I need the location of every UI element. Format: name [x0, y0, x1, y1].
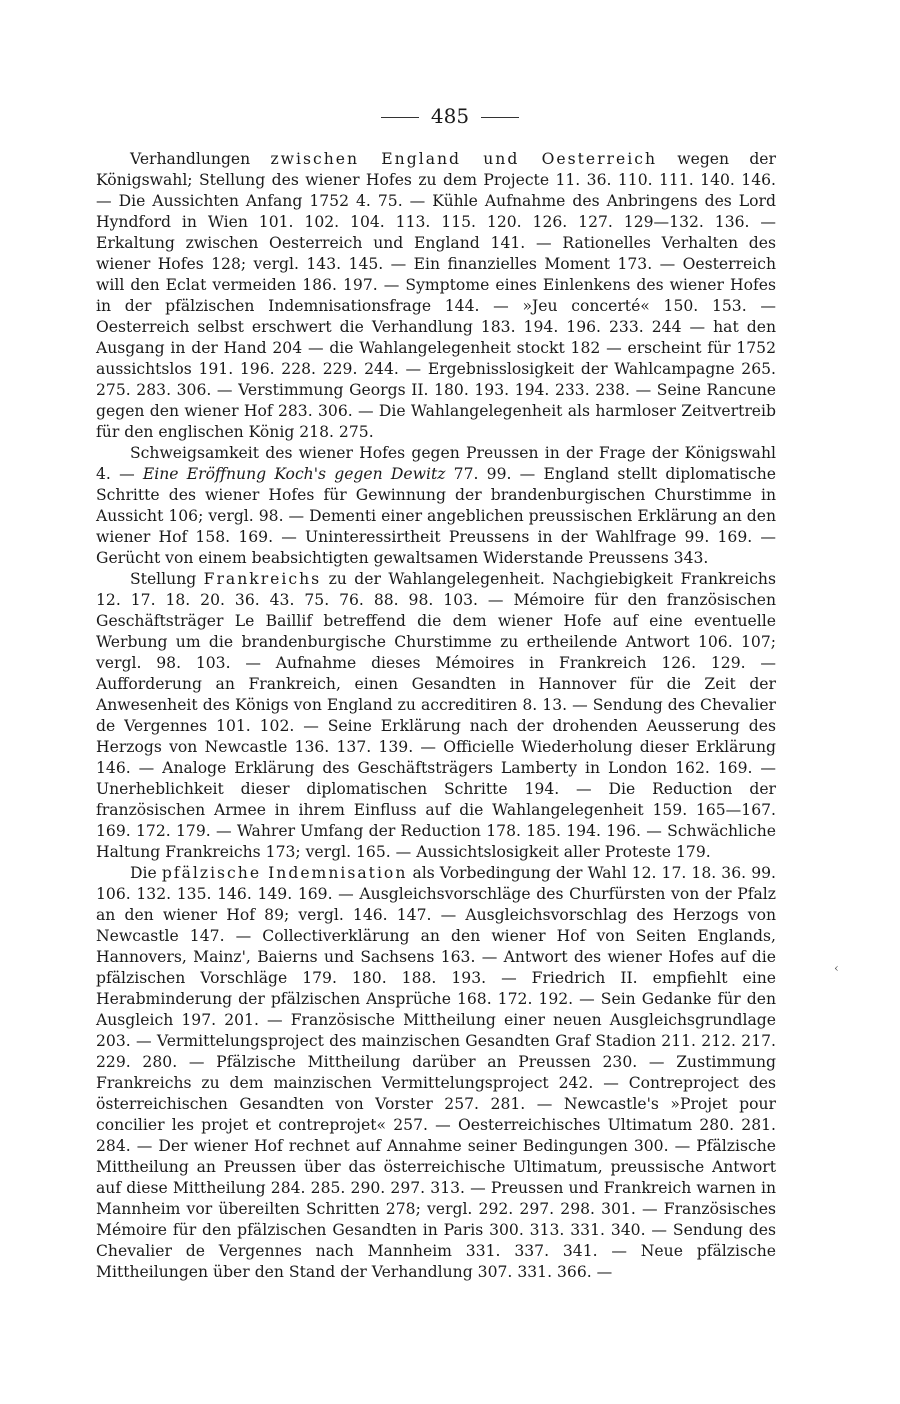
entry-body: 77. 99. — England stellt diplomatische Schritte des wiener Hofes für Gewinnung der brandenburgischen Churstimme in Aussicht 106; vergl. 98. — Dementi einer angeblichen preussischen Erklärung an den wiener Hof 158. 169. — Uninteressirtheit Preussens in der Wahlfrage 99. 169. — Gerücht von einem beabsichtigten gewaltsamen Widerstande Preussens 343. [96, 465, 776, 567]
header-rule-left [381, 117, 419, 118]
index-entry-pfaelzische-indemnisation [96, 863, 776, 1283]
entry-lead: Schweigsamkeit des wiener Hofes gegen Preussen in der Frage der Königswahl 4. — [96, 444, 776, 483]
entry-keyword: Frankreichs [203, 570, 322, 588]
index-text [96, 149, 776, 1283]
header-rule-right [481, 117, 519, 118]
entry-body: zu der Wahlangelegenheit. Nachgiebigkeit Frankreichs 12. 17. 18. 20. 36. 43. 75. 76. 88. 98. 103. — Mémoire für den französischen Geschäftsträger Le Baillif betreffend die dem wiener Hofe auf eine eventuelle Werbung um die brandenburgische Churstimme zu ertheilende Antwort 106. 107; vergl. 98. 103. — Aufnahme dieses Mémoires in Frankreich 126. 129. — Aufforderung an Frankreich, einen Gesandten in Hannover für die Zeit der Anwesenheit des Königs von England zu accreditiren 8. 13. — Sendung des Chevalier de Vergennes 101. 102. — Seine Erklärung nach der drohenden Aeusserung des Herzogs von Newcastle 136. 137. 139. — Officielle Wiederholung dieser Erklärung 146. — Analoge Erklärung des Geschäftsträgers Lamberty in London 162. 169. — Unerheblichkeit dieser diplomatischen Schritte 194. — Die Reduction der französischen Armee in ihrem Einfluss auf die Wahlangelegenheit 159. 165—167. 169. 172. 179. — Wahrer Umfang der Reduction 178. 185. 194. 196. — Schwächliche Haltung Frankreichs 173; vergl. 165. — Aussichtslosigkeit aller Proteste 179. [96, 570, 776, 861]
index-entry-preussen [96, 443, 776, 569]
entry-lead: Verhandlungen [130, 150, 271, 168]
entry-italic: Eine Eröffnung Koch's gegen Dewitz [142, 465, 446, 483]
entry-keyword: zwischen England und Oesterreich [270, 150, 657, 168]
index-entry-england-oesterreich [96, 149, 776, 443]
page-number: 485 [430, 104, 470, 128]
margin-mark: ‹ [834, 961, 839, 975]
entry-lead: Die [130, 864, 162, 882]
entry-keyword: pfälzische Indemnisation [161, 864, 408, 882]
entry-body: wegen der Königswahl; Stellung des wiener Hofes zu dem Projecte 11. 36. 110. 111. 140. 146. — Die Aussichten Anfang 1752 4. 75. — Kühle Aufnahme des Anbringens des Lord Hyndford in Wien 101. 102. 104. 113. 115. 120. 126. 127. 129—132. 136. — Erkaltung zwischen Oesterreich und England 141. — Rationelles Verhalten des wiener Hofes 128; vergl. 143. 145. — Ein finanzielles Moment 173. — Oesterreich will den Eclat vermeiden 186. 197. — Symptome eines Einlenkens des wiener Hofes in der pfälzischen Indemnisationsfrage 144. — »Jeu concerté« 150. 153. — Oesterreich selbst erschwert die Verhandlung 183. 194. 196. 233. 244 — hat den Ausgang in der Hand 204 — die Wahlangelegenheit stockt 182 — erscheint für 1752 aussichtslos 191. 196. 228. 229. 244. — Ergebnisslosigkeit der Wahlcampagne 265. 275. 283. 306. — Verstimmung Georgs II. 180. 193. 194. 233. 238. — Seine Rancune gegen den wiener Hof 283. 306. — Die Wahlangelegenheit als harmloser Zeitvertreib für den englischen König 218. 275. [96, 150, 776, 441]
entry-body: als Vorbedingung der Wahl 12. 17. 18. 36. 99. 106. 132. 135. 146. 149. 169. — Ausgleichsvorschläge des Churfürsten von der Pfalz an den wiener Hof 89; vergl. 146. 147. — Ausgleichsvorschlag des Herzogs von Newcastle 147. — Collectiverklärung an den wiener Hof von Seiten Englands, Hannovers, Mainz', Baierns und Sachsens 163. — Antwort des wiener Hofes auf die pfälzischen Vorschläge 179. 180. 188. 193. — Friedrich II. empfiehlt eine Herabminderung der pfälzischen Ansprüche 168. 172. 192. — Sein Gedanke für den Ausgleich 197. 201. — Französische Mittheilung einer neuen Ausgleichsgrundlage 203. — Vermittelungsproject des mainzischen Gesandten Graf Stadion 211. 212. 217. 229. 280. — Pfälzische Mittheilung darüber an Preussen 230. — Zustimmung Frankreichs zu dem mainzischen Vermittelungsproject 242. — Contreproject des österreichischen Gesandten von Vorster 257. 281. — Newcastle's »Projet pour concilier les projet et contreprojet« 257. — Oesterreichisches Ultimatum 280. 281. 284. — Der wiener Hof rechnet auf Annahme seiner Bedingungen 300. — Pfälzische Mittheilung an Preussen über das österreichische Ultimatum, preussische Antwort auf diese Mittheilung 284. 285. 290. 297. 313. — Preussen und Frankreich warnen in Mannheim vor übereilten Schritten 278; vergl. 292. 297. 298. 301. — Französisches Mémoire für den pfälzischen Gesandten in Paris 300. 313. 331. 340. — Sendung des Chevalier de Vergennes nach Mannheim 331. 337. 341. — Neue pfälzische Mittheilungen über den Stand der Verhandlung 307. 331. 366. — [96, 864, 776, 1281]
entry-lead: Stellung [130, 570, 204, 588]
index-entry-frankreich [96, 569, 776, 863]
page-header [0, 104, 900, 128]
